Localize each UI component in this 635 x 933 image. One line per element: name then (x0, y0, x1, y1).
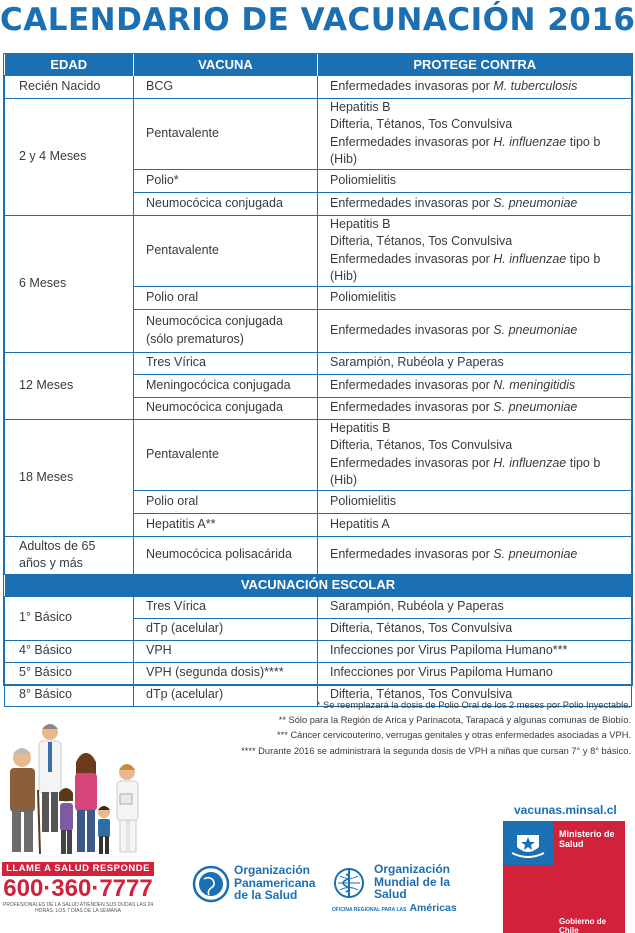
protects-cell: Hepatitis A (318, 513, 632, 536)
vaccine-cell: Tres Vírica (134, 352, 318, 374)
vaccine-cell: Meningocócica conjugada (134, 374, 318, 397)
vaccine-cell: Tres Vírica (134, 596, 318, 618)
phone-note: PROFESIONALES DE LA SALUD ATIENDEN SUS DUDAS LAS 24 HORAS, LOS 7 DÍAS DE LA SEMANA (2, 902, 154, 914)
table-row (5, 662, 632, 684)
vaccine-cell: Neumocócica conjugada (sólo prematuros) (134, 309, 318, 352)
table-row (5, 419, 632, 490)
school-header-label: VACUNACIÓN ESCOLAR (5, 574, 632, 596)
protects-cell: Difteria, Tétanos, Tos Convulsiva (318, 618, 632, 640)
protects-cell: Hepatitis B Difteria, Tétanos, Tos Convulsiva Enfermedades invasoras por H. influenzae tipo b (Hib) (318, 215, 632, 286)
header-edad: EDAD (5, 54, 134, 75)
header-vacuna: VACUNA (134, 54, 318, 75)
footnote: * Se reemplazará la dosis de Polio Oral de los 2 meses por Polio Inyectable. (316, 700, 631, 710)
salud-responde-bar: LLAME A SALUD RESPONDE (2, 862, 154, 876)
age-cell: Recién Nacido (5, 75, 134, 98)
footnotes (171, 698, 631, 759)
ops-logo-block (192, 862, 322, 910)
header-protege: PROTEGE CONTRA (318, 54, 632, 75)
phone-number[interactable]: 600·360·7777 (3, 875, 153, 902)
age-cell: Adultos de 65 años y más (5, 536, 134, 574)
ministerio-salud-logo (503, 821, 625, 933)
nurse-figure (117, 764, 138, 852)
family-illustration (2, 720, 156, 860)
boy-figure (98, 806, 110, 854)
page-title: CALENDARIO DE VACUNACIÓN 2016 (0, 2, 635, 38)
table-row (5, 98, 632, 169)
who-emblem-icon (330, 864, 368, 902)
protects-cell: Difteria, Tétanos, Tos Convulsiva (318, 684, 632, 706)
vaccine-cell: Pentavalente (134, 419, 318, 490)
protects-cell: Hepatitis B Difteria, Tétanos, Tos Convulsiva Enfermedades invasoras por H. influenzae tipo b (Hib) (318, 98, 632, 169)
age-cell: 8° Básico (5, 684, 134, 706)
age-cell: 6 Meses (5, 215, 134, 352)
oms-name: Organización Mundial de la Salud (374, 862, 451, 901)
protects-cell: Sarampión, Rubéola y Paperas (318, 596, 632, 618)
protects-cell: Sarampión, Rubéola y Paperas (318, 352, 632, 374)
chile-crest-icon (509, 825, 547, 861)
table-row (5, 640, 632, 662)
ops-name: Organización Panamericana de la Salud (234, 863, 316, 902)
vaccine-cell: Polio oral (134, 490, 318, 513)
table-row (5, 215, 632, 286)
vaccine-cell: Hepatitis A** (134, 513, 318, 536)
footnote: ** Sólo para la Región de Arica y Parinacota, Tarapacá y algunas comunas de Biobío. (278, 715, 631, 726)
protects-cell: Infecciones por Virus Papiloma Humano*** (318, 640, 632, 662)
protects-cell: Poliomielitis (318, 286, 632, 309)
girl-figure (59, 788, 73, 854)
website-link[interactable]: vacunas.minsal.cl (514, 803, 617, 817)
vaccine-cell: dTp (acelular) (134, 618, 318, 640)
protects-cell: Hepatitis B Difteria, Tétanos, Tos Convulsiva Enfermedades invasoras por H. influenzae tipo b (Hib) (318, 419, 632, 490)
vaccine-cell: Pentavalente (134, 215, 318, 286)
footnote: **** Durante 2016 se administrará la segunda dosis de VPH a niñas que cursan 7° y 8° básico. (241, 745, 631, 756)
oms-logo-block (330, 862, 480, 914)
age-cell: 18 Meses (5, 419, 134, 536)
vaccine-cell: Polio oral (134, 286, 318, 309)
vaccine-cell: dTp (acelular) (134, 684, 318, 706)
protects-cell: Poliomielitis (318, 169, 632, 192)
school-section-header (5, 574, 632, 596)
grandfather-figure (10, 748, 40, 854)
vaccine-cell: Neumocócica polisacárida (134, 536, 318, 574)
table-row (5, 596, 632, 618)
protects-cell: Poliomielitis (318, 490, 632, 513)
protects-cell: Enfermedades invasoras por S. pneumoniae (318, 536, 632, 574)
vaccine-cell: VPH (134, 640, 318, 662)
footnote: *** Cáncer cervicouterino, verrugas genitales y otras enfermedades asociadas a VPH. (277, 730, 631, 741)
table-row (5, 352, 632, 374)
vaccine-cell: Neumocócica conjugada (134, 192, 318, 215)
oms-region: OFICINA REGIONAL PARA LAS Américas (332, 902, 457, 914)
protects-cell: Enfermedades invasoras por N. meningitidis (318, 374, 632, 397)
protects-cell: Enfermedades invasoras por S. pneumoniae (318, 192, 632, 215)
vaccine-cell: Neumocócica conjugada (134, 397, 318, 419)
protects-cell: Enfermedades invasoras por M. tuberculosis (318, 75, 632, 98)
doctor-figure (39, 724, 61, 832)
table-row (5, 536, 632, 574)
woman-figure (75, 753, 97, 852)
age-cell: 1° Básico (5, 596, 134, 640)
protects-cell: Infecciones por Virus Papiloma Humano (318, 662, 632, 684)
age-cell: 4° Básico (5, 640, 134, 662)
salud-responde (2, 862, 154, 914)
protects-cell: Enfermedades invasoras por S. pneumoniae (318, 397, 632, 419)
ministry-name: Ministerio de Salud (559, 829, 615, 849)
table-header-row (5, 54, 632, 75)
vaccine-cell: BCG (134, 75, 318, 98)
gobierno-label: Gobierno de Chile (559, 917, 607, 933)
protects-cell: Enfermedades invasoras por S. pneumoniae (318, 309, 632, 352)
ops-globe-icon (192, 865, 230, 903)
vaccine-cell: Polio* (134, 169, 318, 192)
vaccine-cell: Pentavalente (134, 98, 318, 169)
age-cell: 2 y 4 Meses (5, 98, 134, 215)
age-cell: 12 Meses (5, 352, 134, 419)
table-row (5, 75, 632, 98)
vaccination-table (3, 53, 633, 702)
age-cell: 5° Básico (5, 662, 134, 684)
vaccine-cell: VPH (segunda dosis)**** (134, 662, 318, 684)
